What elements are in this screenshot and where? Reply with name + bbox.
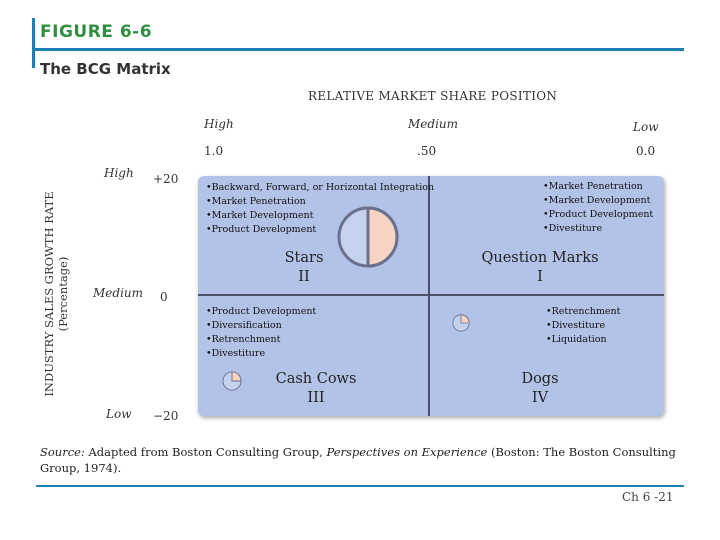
list-item: • Market Penetration [206, 195, 434, 209]
x-value-high: 1.0 [204, 144, 224, 158]
x-level-medium: Medium [408, 117, 459, 131]
source-prefix: Source: [40, 445, 85, 459]
y-level-low: Low [106, 407, 132, 421]
list-item: • Retrenchment [206, 333, 316, 347]
y-value-medium: 0 [160, 290, 168, 304]
frame-rule-bottom [36, 485, 684, 487]
page-number: Ch 6 -21 [622, 490, 674, 504]
y-level-medium: Medium [93, 286, 144, 300]
source-note [40, 444, 690, 476]
y-axis-title: INDUSTRY SALES GROWTH RATE [42, 191, 56, 397]
list-item: • Retrenchment [546, 305, 621, 319]
stars-quadrant-label [264, 249, 344, 287]
list-item: • Market Development [543, 194, 653, 208]
stars-pie-icon [336, 205, 400, 269]
list-item: • Divestiture [206, 347, 316, 361]
frame-rule-vertical [32, 18, 35, 68]
list-item: • Product Development [206, 223, 434, 237]
matrix-divider-horizontal [198, 294, 664, 296]
cash-cows-pie-icon [222, 371, 242, 391]
x-value-low: 0.0 [636, 144, 656, 158]
stars-name: Stars [284, 250, 324, 266]
pie-slice [368, 208, 397, 266]
cash-cows-name: Cash Cows [275, 371, 357, 387]
y-axis-title-block [36, 190, 76, 410]
list-item: • Product Development [206, 305, 316, 319]
x-level-high: High [204, 117, 234, 131]
source-text-1: Adapted from Boston Consulting Group, [84, 445, 327, 459]
dogs-quadrant-label [500, 370, 580, 408]
pie-slice [232, 372, 241, 381]
question-marks-name: Question Marks [481, 250, 599, 266]
x-axis-title: RELATIVE MARKET SHARE POSITION [308, 89, 558, 103]
cash-cows-numeral: III [307, 390, 325, 406]
list-item: • Market Development [206, 209, 434, 223]
cash-cows-quadrant-label [266, 370, 366, 408]
x-value-medium: .50 [417, 144, 437, 158]
list-item: • Market Penetration [543, 180, 653, 194]
dogs-pie-icon [452, 314, 470, 332]
list-item: • Divestiture [546, 319, 621, 333]
pie-slice [461, 315, 469, 323]
list-item: • Product Development [543, 208, 653, 222]
question-marks-strategy-list [543, 180, 653, 236]
y-value-low: −20 [153, 409, 179, 423]
dogs-strategy-list [546, 305, 621, 347]
list-item: • Diversification [206, 319, 316, 333]
question-marks-numeral: I [537, 269, 543, 285]
figure-title: The BCG Matrix [40, 60, 171, 78]
y-value-high: +20 [153, 172, 179, 186]
dogs-name: Dogs [521, 371, 559, 387]
cash-cows-strategy-list [206, 305, 316, 361]
list-item: • Liquidation [546, 333, 621, 347]
question-marks-quadrant-label [470, 249, 610, 287]
figure-label: FIGURE 6-6 [40, 22, 153, 42]
y-axis-subtitle: (Percentage) [56, 256, 70, 332]
frame-rule-top [34, 48, 684, 51]
list-item: • Backward, Forward, or Horizontal Integration [206, 181, 434, 195]
x-level-low: Low [633, 120, 659, 134]
source-text-2: (Boston: The Boston Consulting Group, 1974). [40, 445, 676, 475]
stars-numeral: II [298, 269, 310, 285]
source-title: Perspectives on Experience [326, 445, 488, 459]
y-level-high: High [104, 166, 134, 180]
list-item: • Divestiture [543, 222, 653, 236]
dogs-numeral: IV [531, 390, 549, 406]
